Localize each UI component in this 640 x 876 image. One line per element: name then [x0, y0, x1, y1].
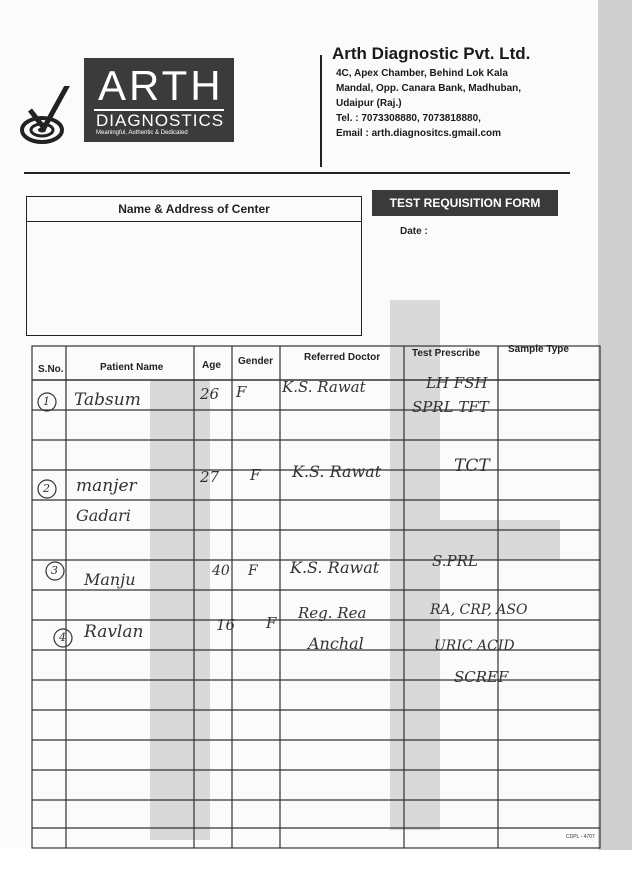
- entry-doctor: K.S. Rawat: [282, 378, 366, 396]
- entry-age: 40: [212, 563, 230, 579]
- entry-sno: 3: [51, 564, 58, 577]
- entry-test: TCT: [454, 456, 490, 476]
- table-border: [32, 346, 600, 848]
- form-title: TEST REQUISITION FORM: [372, 190, 558, 216]
- col-header-age: Age: [202, 360, 221, 371]
- entry-age: 16: [216, 616, 236, 634]
- entry-age: 27: [200, 468, 220, 486]
- address-line: Udaipur (Raj.): [336, 98, 402, 109]
- entry-patient-name: Manju: [84, 570, 136, 589]
- entry-patient-name: Ravlan: [84, 622, 144, 642]
- logo-sub-text: DIAGNOSTICS: [96, 111, 225, 130]
- col-header-patient-name: Patient Name: [100, 362, 164, 373]
- company-name: Arth Diagnostic Pvt. Ltd.: [332, 44, 531, 63]
- entry-test: S.PRL: [432, 552, 478, 570]
- entry-patient-name: Tabsum: [74, 390, 141, 410]
- col-header-sno: S.No.: [38, 364, 64, 375]
- entry-age: 26: [200, 385, 220, 403]
- entry-gender: F: [236, 383, 247, 401]
- entry-doctor: K.S. Rawat: [290, 558, 380, 577]
- entry-doctor: K.S. Rawat: [292, 462, 382, 481]
- entry-test: URIC ACID: [434, 638, 515, 654]
- entry-test: SCREF: [454, 668, 509, 686]
- entry-test: LH FSH: [426, 374, 488, 392]
- entry-sno: 2: [43, 482, 50, 495]
- entry-patient-name: manjer: [76, 476, 137, 496]
- entry-doctor: Anchal: [308, 634, 364, 653]
- entry-gender: F: [266, 614, 277, 632]
- company-email: Email : arth.diagnositcs.gmail.com: [336, 128, 502, 139]
- entry-gender: F: [248, 563, 258, 579]
- logo-main-text: ARTH: [98, 62, 224, 109]
- entry-doctor: Reg. Rea: [298, 604, 367, 622]
- address-line: 4C, Apex Chamber, Behind Lok Kala: [336, 68, 508, 79]
- form-code: CDPL - 4707: [566, 834, 595, 840]
- entry-test: RA, CRP, ASO: [430, 602, 528, 618]
- center-box-title: Name & Address of Center: [118, 202, 270, 216]
- address-line: Mandal, Opp. Canara Bank, Madhuban,: [336, 83, 522, 94]
- col-header-referred-doctor: Referred Doctor: [304, 352, 381, 363]
- entry-patient-name: Gadari: [76, 506, 131, 525]
- col-header-sample-type: Sample Type: [508, 344, 569, 355]
- entry-gender: F: [250, 466, 261, 484]
- entry-sno: 4: [59, 631, 66, 644]
- entry-test: SPRL TFT: [412, 398, 489, 416]
- entry-sno: 1: [43, 395, 50, 408]
- col-header-test-prescribe: Test Prescribe: [412, 348, 481, 359]
- col-header-gender: Gender: [238, 356, 274, 367]
- company-phone: Tel. : 7073308880, 7073818880,: [336, 113, 481, 124]
- logo-tagline: Meaningful, Authentic & Dedicated: [96, 130, 188, 136]
- date-label: Date :: [400, 226, 428, 237]
